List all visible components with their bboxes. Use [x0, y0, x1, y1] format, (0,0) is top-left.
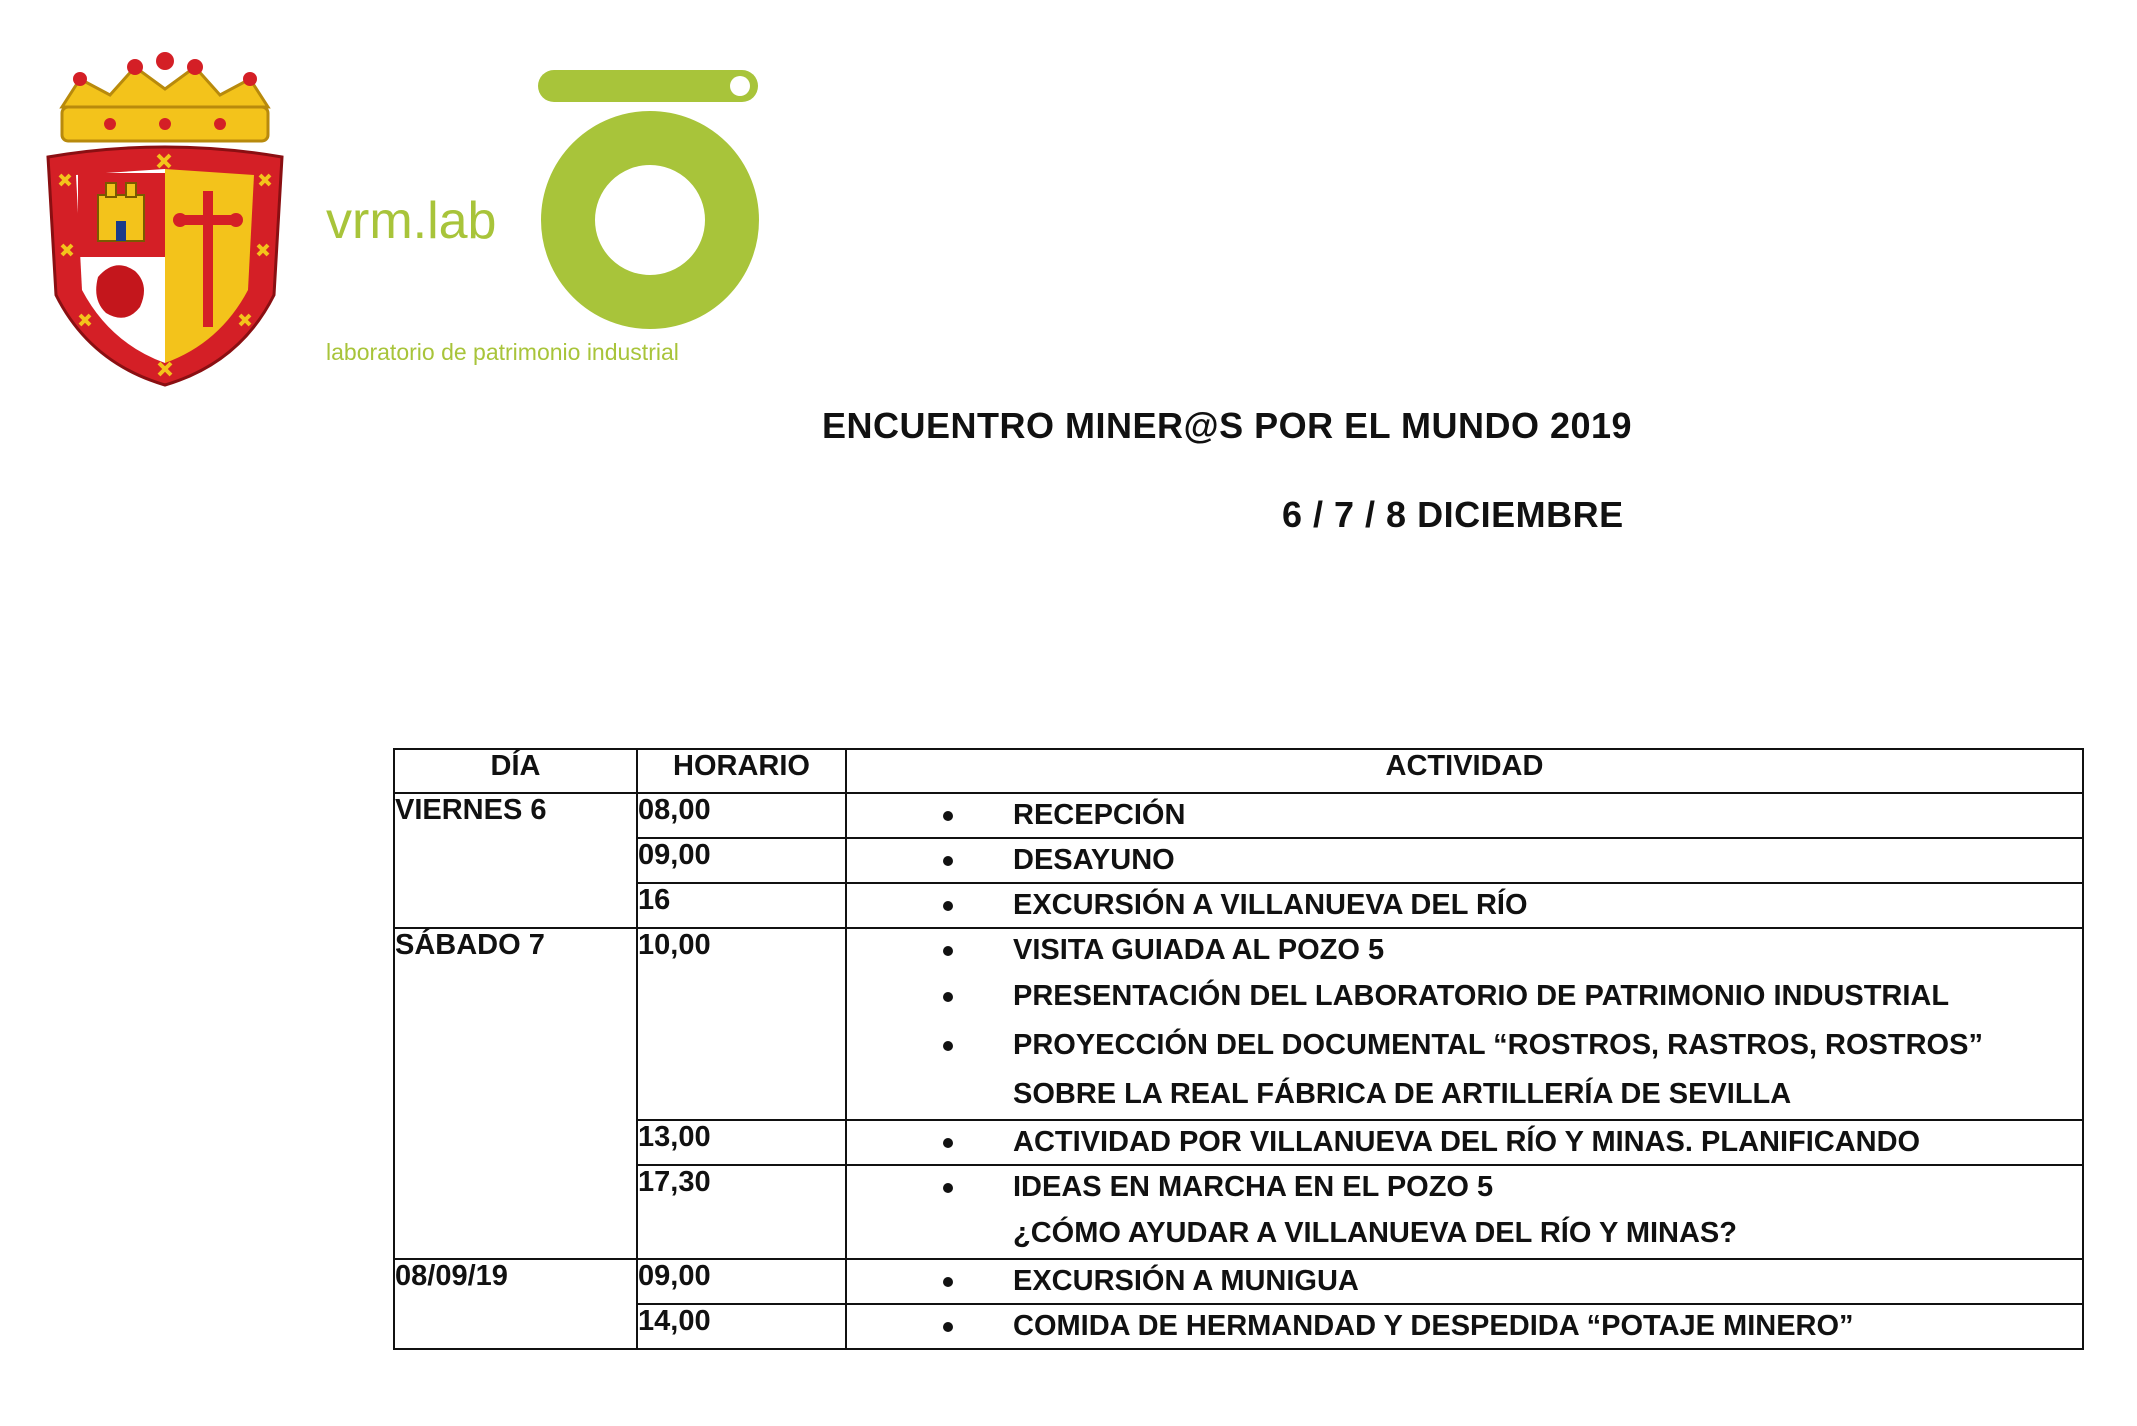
day-cell: SÁBADO 7: [394, 928, 637, 1120]
activity-text: EXCURSIÓN A VILLANUEVA DEL RÍO: [1013, 889, 1528, 921]
coat-of-arms-logo: [40, 45, 290, 395]
time-cell: 09,00: [637, 1259, 846, 1304]
day-cell: 08/09/19: [394, 1259, 637, 1304]
activity-line: [847, 1305, 2082, 1348]
bullet-icon: [943, 1277, 953, 1287]
activity-line: [847, 1260, 2082, 1303]
bullet-icon: [943, 946, 953, 956]
lab-ring-icon: [568, 138, 732, 302]
bullet-icon: [943, 1138, 953, 1148]
lab-bar-icon: [538, 70, 758, 102]
bullet-icon: [943, 856, 953, 866]
activity-line: [847, 972, 2082, 1021]
activity-cell: [846, 1259, 2083, 1304]
lab-subtitle: laboratorio de patrimonio industrial: [326, 339, 679, 365]
activity-text: IDEAS EN MARCHA EN EL POZO 5: [1013, 1171, 1494, 1203]
day-cell: [394, 883, 637, 928]
table-row: [394, 1165, 2083, 1259]
table-row: [394, 1304, 2083, 1349]
time-cell: 16: [637, 883, 846, 928]
activity-text: ¿CÓMO AYUDAR A VILLANUEVA DEL RÍO Y MINAS?: [1013, 1217, 1737, 1249]
day-cell: [394, 1304, 637, 1349]
activity-line: [847, 884, 2082, 927]
time-cell: 14,00: [637, 1304, 846, 1349]
table-row: [394, 793, 2083, 838]
activity-line: [847, 929, 2082, 972]
time-cell: 13,00: [637, 1120, 846, 1165]
bullet-icon: [943, 1322, 953, 1332]
header-activity: ACTIVIDAD: [846, 749, 2083, 793]
bullet-icon: [943, 901, 953, 911]
activity-line: [847, 794, 2082, 837]
table-header-row: [394, 749, 2083, 793]
table-row: [394, 838, 2083, 883]
vrm-lab-logo: [320, 62, 760, 382]
activity-line: [847, 1070, 2082, 1119]
event-dates: 6 / 7 / 8 DICIEMBRE: [1282, 494, 1624, 535]
table-row: [394, 928, 2083, 1120]
activity-cell: [846, 838, 2083, 883]
activity-text: PRESENTACIÓN DEL LABORATORIO DE PATRIMONIO INDUSTRIAL: [1013, 980, 1950, 1012]
activity-text: RECEPCIÓN: [1013, 799, 1186, 831]
activity-line: [847, 1166, 2082, 1209]
activity-text: ACTIVIDAD POR VILLANUEVA DEL RÍO Y MINAS. PLANIFICANDO: [1013, 1126, 1921, 1158]
activity-line: [847, 1121, 2082, 1164]
agenda-table: [393, 748, 2084, 1350]
activity-cell: [846, 1304, 2083, 1349]
table-row: [394, 883, 2083, 928]
day-cell: [394, 1165, 637, 1259]
shield-icon: [48, 147, 282, 385]
activity-line: [847, 1021, 2082, 1070]
activity-text: VISITA GUIADA AL POZO 5: [1013, 934, 1385, 966]
bullet-icon: [943, 1183, 953, 1193]
activity-text: COMIDA DE HERMANDAD Y DESPEDIDA “POTAJE MINERO”: [1013, 1310, 1854, 1342]
activity-cell: [846, 1120, 2083, 1165]
bullet-icon: [943, 1041, 953, 1051]
activity-cell: [846, 928, 2083, 1120]
time-cell: 08,00: [637, 793, 846, 838]
header-day: DÍA: [394, 749, 637, 793]
activity-text: EXCURSIÓN A MUNIGUA: [1013, 1265, 1359, 1297]
bullet-icon: [943, 992, 953, 1002]
activity-cell: [846, 793, 2083, 838]
table-row: [394, 1259, 2083, 1304]
activity-text: SOBRE LA REAL FÁBRICA DE ARTILLERÍA DE SEVILLA: [1013, 1078, 1792, 1110]
day-cell: [394, 1120, 637, 1165]
time-cell: 10,00: [637, 928, 846, 1120]
bullet-icon: [943, 811, 953, 821]
time-cell: 17,30: [637, 1165, 846, 1259]
activity-line: [847, 839, 2082, 882]
activity-text: PROYECCIÓN DEL DOCUMENTAL “ROSTROS, RASTROS, ROSTROS”: [1013, 1029, 1983, 1061]
crown-icon: [62, 52, 268, 141]
activity-text: DESAYUNO: [1013, 844, 1175, 876]
day-cell: [394, 838, 637, 883]
table-row: [394, 1120, 2083, 1165]
activity-line: [847, 1209, 2082, 1258]
lab-name: vrm.lab: [326, 192, 497, 250]
header-time: HORARIO: [637, 749, 846, 793]
activity-cell: [846, 1165, 2083, 1259]
day-cell: VIERNES 6: [394, 793, 637, 838]
time-cell: 09,00: [637, 838, 846, 883]
activity-cell: [846, 883, 2083, 928]
page-title: ENCUENTRO MINER@S POR EL MUNDO 2019: [822, 405, 1633, 446]
